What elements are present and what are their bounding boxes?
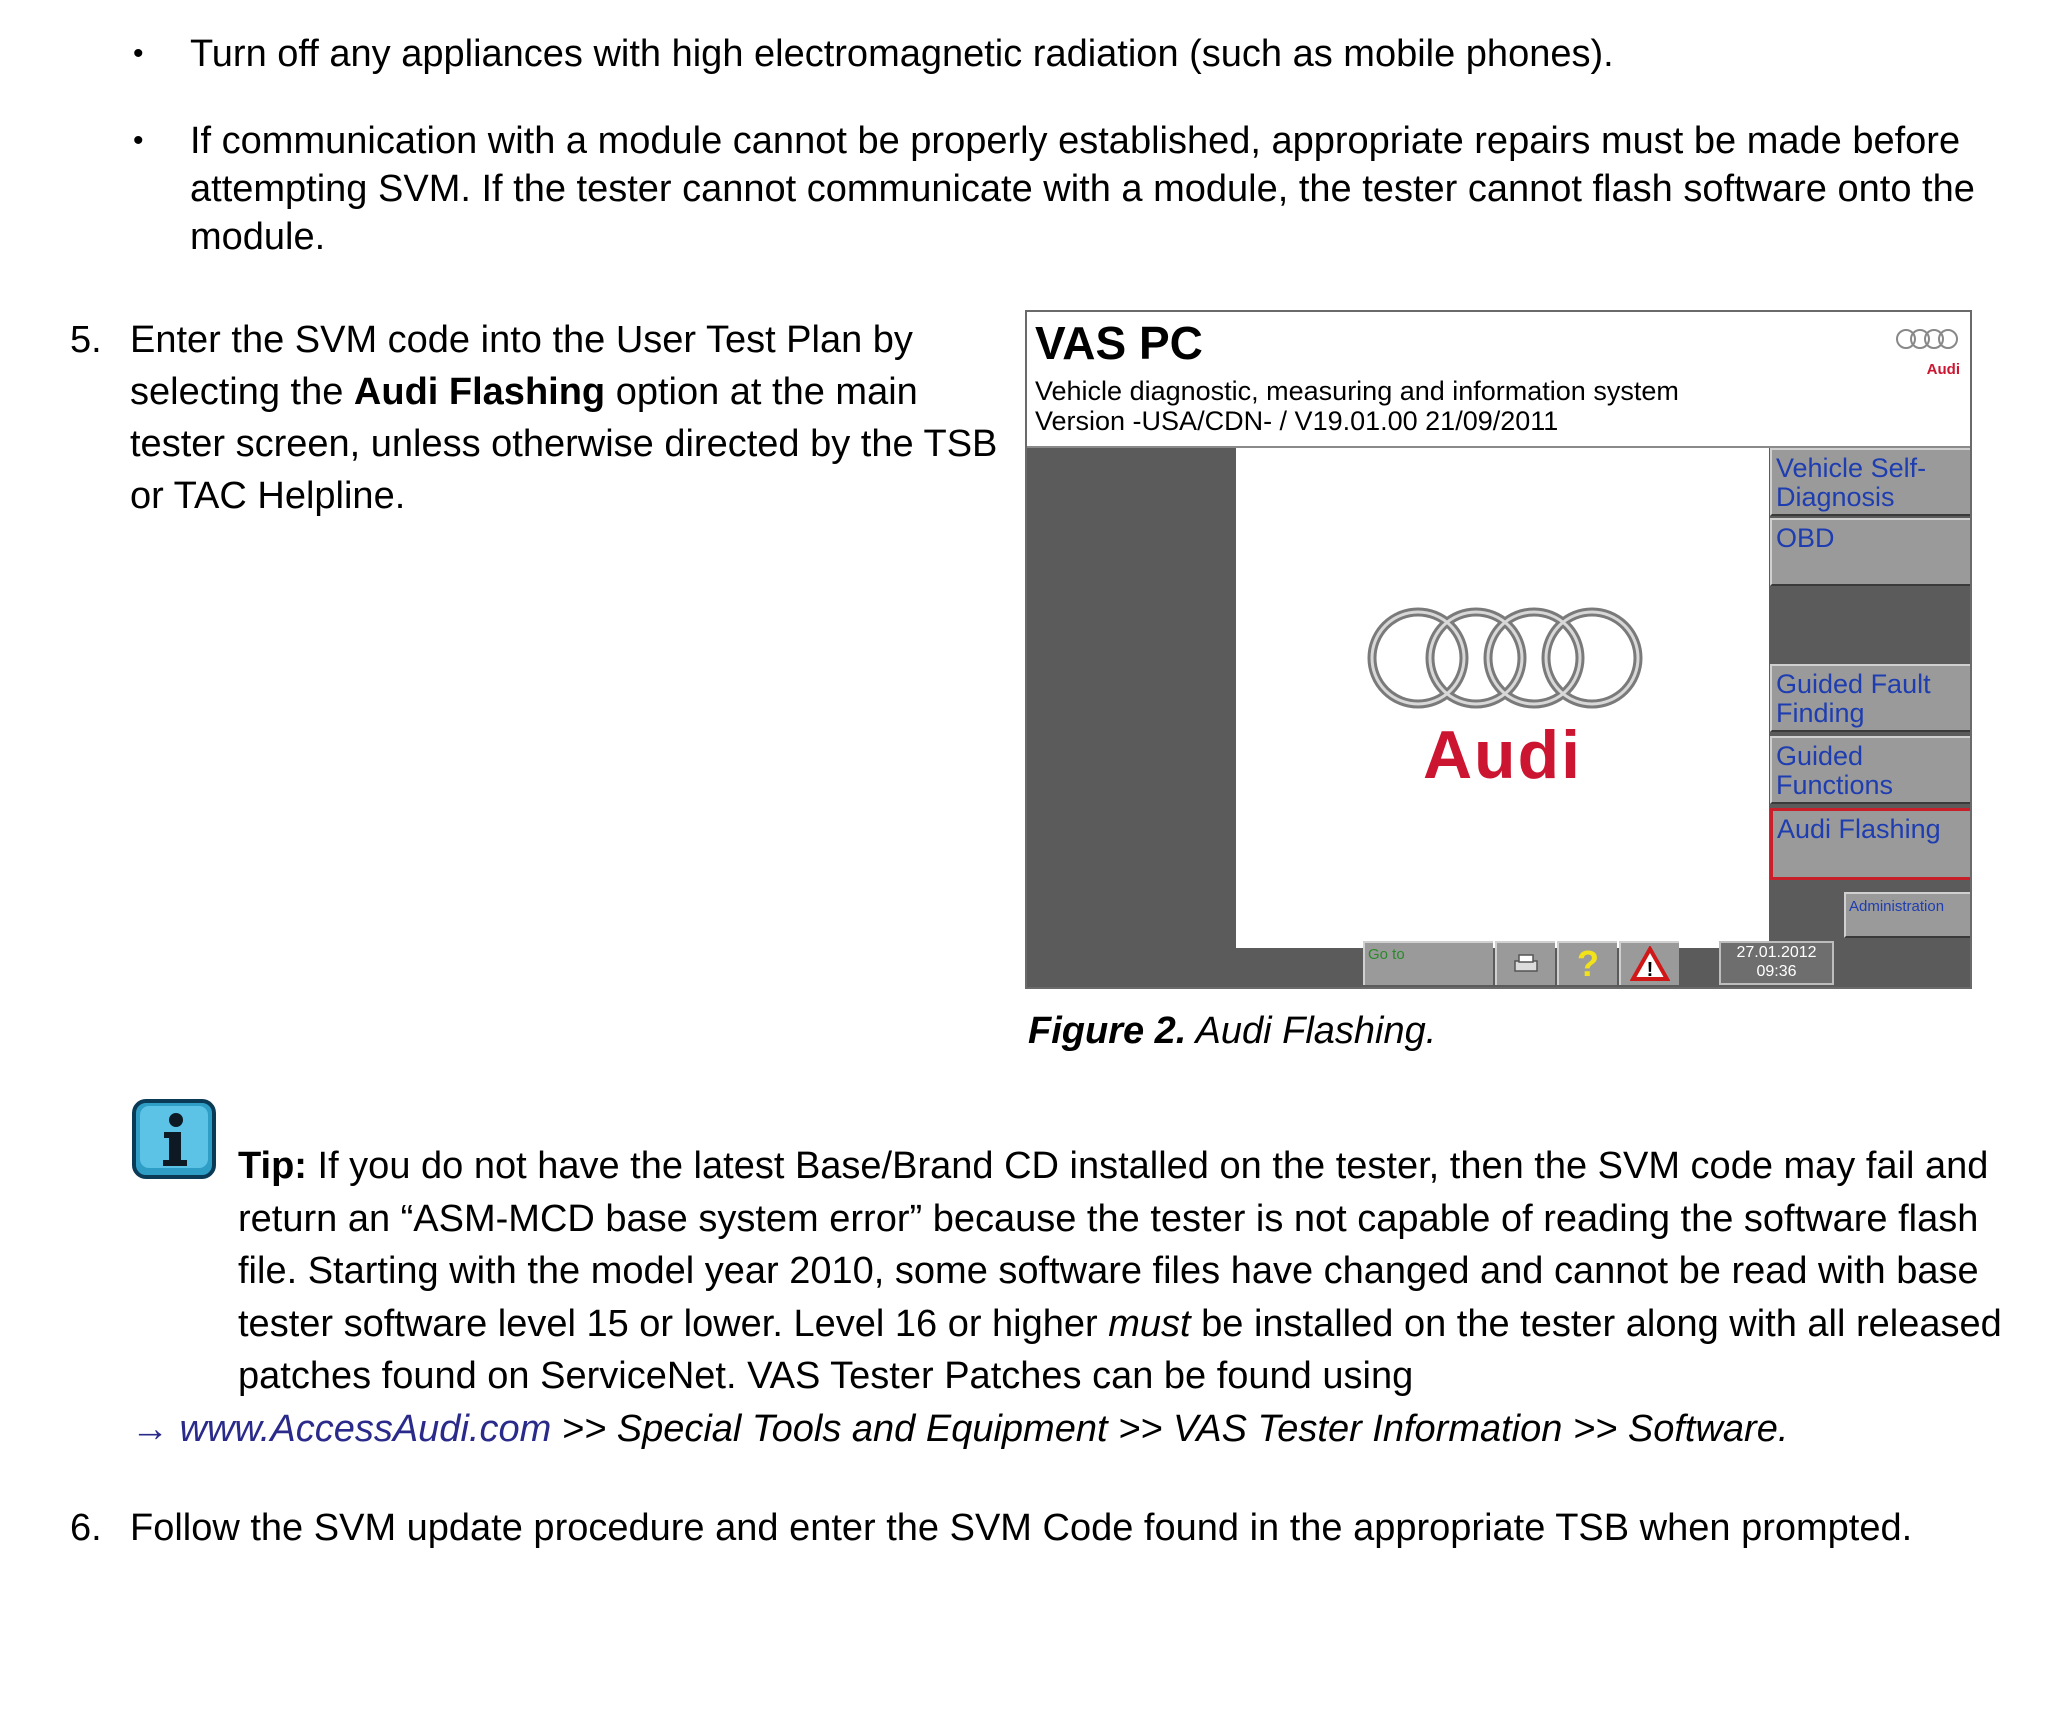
step-text: Enter the SVM code into the User Test Plan by selecting the Audi Flashing option at the main tester screen, unless otherwise directed by the TSB or TAC Helpline. bbox=[130, 319, 998, 517]
bullet-text: Turn off any appliances with high electromagnetic radiation (such as mobile phones). bbox=[190, 33, 1614, 75]
guided-functions-button[interactable]: Guided Functions bbox=[1770, 736, 1972, 804]
warning-button[interactable] bbox=[1619, 941, 1679, 985]
tip-link-line bbox=[131, 1403, 2031, 1456]
figure-caption bbox=[1028, 1010, 1436, 1053]
date-time-display bbox=[1719, 941, 1834, 985]
bullet-text: If communication with a module cannot be properly established, appropriate repairs must be made before attempting SVM. If the tester cannot communicate with a module, the tester cannot flash software onto the module. bbox=[190, 120, 1975, 258]
vas-version: Version -USA/CDN- / V19.01.00 21/09/2011 bbox=[1035, 406, 1559, 436]
bullet-item bbox=[128, 117, 2028, 261]
caption-text: Audi Flashing. bbox=[1186, 1010, 1437, 1052]
vas-pc-screenshot bbox=[1025, 310, 1972, 989]
audi-wordmark-small: Audi bbox=[1926, 361, 1960, 378]
vas-logo-panel bbox=[1236, 448, 1769, 948]
printer-icon bbox=[1511, 952, 1541, 976]
tip-label: Tip: bbox=[238, 1145, 307, 1187]
audi-logo-small bbox=[1894, 318, 1964, 378]
bullet-item bbox=[128, 30, 2028, 78]
warning-icon bbox=[1630, 946, 1670, 982]
tip-paragraph bbox=[131, 1140, 2031, 1455]
step-number: 5. bbox=[70, 319, 102, 361]
step-5 bbox=[70, 314, 1010, 522]
bullet-symbol: • bbox=[133, 124, 144, 157]
accessaudi-link[interactable]: → www.AccessAudi.com bbox=[131, 1407, 552, 1450]
navigation-path: >> Special Tools and Equipment >> VAS Tester Information >> Software. bbox=[551, 1407, 1789, 1450]
step-text: Follow the SVM update procedure and enter the SVM Code found in the appropriate TSB when prompted. bbox=[130, 1507, 1913, 1549]
go-to-button[interactable]: Go to bbox=[1363, 941, 1493, 985]
administration-button[interactable]: Administration bbox=[1844, 892, 1972, 938]
bullet-symbol: • bbox=[133, 37, 144, 70]
help-icon: ? bbox=[1577, 943, 1599, 984]
obd-button[interactable]: OBD bbox=[1770, 518, 1972, 586]
audi-flashing-emphasis: Audi Flashing bbox=[353, 371, 606, 413]
print-button[interactable] bbox=[1495, 941, 1555, 985]
bullet-list bbox=[128, 30, 2028, 300]
vas-bottom-bar bbox=[1027, 939, 1970, 987]
help-button[interactable] bbox=[1557, 941, 1617, 985]
date-text: 27.01.2012 bbox=[1736, 944, 1817, 961]
tip-body: Tip: If you do not have the latest Base/Brand CD installed on the tester, then the SVM code may fail and return an “ASM-MCD base system error” because the tester is not capable of reading the software flash file. Starting with the model year 2010, some software files have changed and cannot be read with base tester software level 15 or lower. Level 16 or higher must be installed on the tester along with all released patches found on ServiceNet. VAS Tester Patches can be found using bbox=[238, 1145, 2002, 1397]
must-emphasis: must bbox=[1108, 1302, 1191, 1345]
step-number: 6. bbox=[70, 1507, 102, 1549]
audi-flashing-button[interactable]: Audi Flashing bbox=[1770, 808, 1972, 880]
svg-text:!: ! bbox=[1646, 959, 1654, 981]
vas-header bbox=[1027, 312, 1970, 448]
step-6 bbox=[70, 1502, 2010, 1554]
caption-label: Figure 2. bbox=[1028, 1010, 1187, 1052]
vas-title: VAS PC bbox=[1035, 317, 1203, 369]
vehicle-self-diagnosis-button[interactable]: Vehicle Self-Diagnosis bbox=[1770, 448, 1972, 516]
time-text: 09:36 bbox=[1756, 963, 1797, 980]
audi-rings-small-icon bbox=[1894, 327, 1964, 351]
guided-fault-finding-button[interactable]: Guided Fault Finding bbox=[1770, 664, 1972, 732]
audi-rings-icon bbox=[1356, 603, 1656, 713]
audi-wordmark: Audi bbox=[1422, 717, 1583, 793]
vas-subtitle: Vehicle diagnostic, measuring and information system Version -USA/CDN- / V19.01.00 21/09/2011 bbox=[1035, 376, 1679, 436]
